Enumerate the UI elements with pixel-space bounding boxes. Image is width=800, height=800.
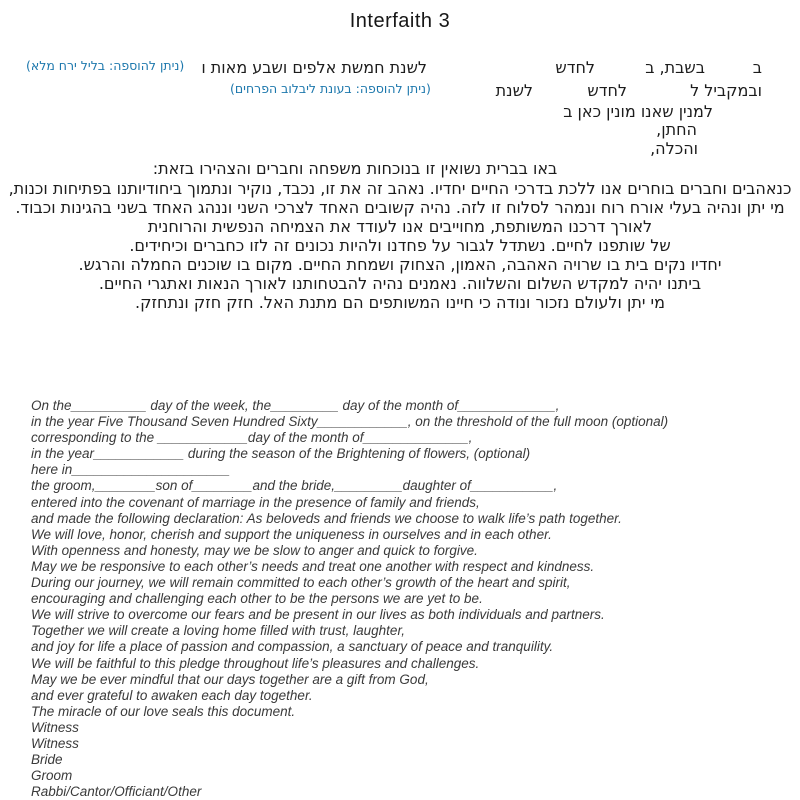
hebrew-year-label: לשנת חמשת אלפים ושבע מאות ו	[201, 58, 427, 77]
hebrew-date-line-2	[0, 81, 800, 102]
page-title: Interfaith 3	[349, 10, 451, 32]
signature-groom: Groom	[31, 768, 73, 784]
hebrew-optional-full-moon: (ניתן להוספה: בליל ירח מלא)	[26, 58, 185, 73]
english-text-line: May we be responsive to each other’s needs and treat one another with respect and kindness.	[31, 558, 595, 574]
hebrew-year2-label: לשנת	[495, 81, 533, 100]
hebrew-date-line-1	[0, 58, 800, 79]
hebrew-vow-line: לאורך דרכנו המשותפת, מחוייבים אנו לעודד את הצמיחה הנפשית והרוחנית	[147, 217, 653, 236]
english-text-line: We will be faithful to this pledge throughout life’s pleasures and challenges.	[31, 655, 480, 671]
signature-officiant: Rabbi/Cantor/Officiant/Other	[31, 784, 202, 800]
english-text-line: The miracle of our love seals this document.	[31, 703, 296, 719]
hebrew-vows-paragraph	[0, 179, 800, 312]
english-text-line: We will strive to overcome our fears and be present in our lives as both individuals and partners.	[31, 607, 605, 623]
english-text-line: entered into the covenant of marriage in the presence of family and friends,	[31, 494, 480, 510]
english-text-line: May we be ever mindful that our days together are a gift from God,	[31, 671, 429, 687]
hebrew-month2-label: לחדש	[587, 81, 627, 100]
hebrew-vow-line: יחדיו נקים בית בו שרויה האהבה, האמון, הצחוק ושמחת החיים. מקום בו שוכנים החמלה והרגש.	[78, 255, 722, 274]
hebrew-bride-label: והכלה,	[650, 139, 698, 158]
english-location-line: here in_____________________	[31, 462, 230, 478]
hebrew-vow-line: מי יתן ונהיה בעלי אורח רוח ונמהר לסלוח זו לזה. נהיה קשובים האחד לצרכי השני וננהג האחד בשני בהגינות וכבוד.	[15, 198, 785, 217]
hebrew-corresponding-label: ובמקביל ל	[690, 81, 762, 100]
hebrew-intro-line: באו בברית נשואין זו בנוכחות משפחה וחברים והצהירו בזאת:	[152, 159, 558, 178]
signature-witness-1: Witness	[31, 719, 79, 735]
english-text-line: With openness and honesty, may we be slow to anger and quick to forgive.	[31, 542, 478, 558]
english-text-line: and ever grateful to awaken each day together.	[31, 687, 313, 703]
hebrew-vow-line: של שותפנו לחיים. נשתדל לגבור על פחדנו ולהיות נכונים זה לזו כחברים וכיחידים.	[129, 236, 671, 255]
hebrew-vow-line: כנאהבים וחברים בוחרים אנו ללכת בדרכי החיים יחדיו. נאהב זה את זו, נכבד, נוקיר ונתמוך ביחודיותנו בפתיחות וכנות,	[8, 179, 792, 198]
signature-witness-2: Witness	[31, 735, 79, 751]
english-year-line: in the year Five Thousand Seven Hundred Sixty____________, on the threshold of the full moon (optional)	[31, 414, 669, 430]
english-text-line: We will love, honor, cherish and support the uniqueness in ourselves and in each other.	[31, 526, 552, 542]
signature-bride: Bride	[31, 752, 63, 768]
hebrew-vow-line: ביתנו יהיה למקדש השלום והשלווה. נאמנים נהיה להבטחותנו לאורך הנאות ואתגרי החיים.	[98, 274, 702, 293]
hebrew-bride-line	[0, 139, 800, 160]
english-season-line: in the year____________ during the season of the Brightening of flowers, (optional)	[31, 446, 531, 462]
english-text-line: encouraging and challenging each other to be the persons we are yet to be.	[31, 591, 483, 607]
hebrew-groom-line	[0, 120, 800, 141]
english-text-line: Together we will create a loving home filled with trust, laughter,	[31, 623, 405, 639]
hebrew-month-label: לחדש	[555, 58, 595, 77]
hebrew-optional-flowers: (ניתן להוספה: בעונת ליבלוב הפרחים)	[230, 81, 431, 96]
english-couple-line: the groom,________son of________and the bride,_________daughter of___________,	[31, 478, 558, 494]
hebrew-groom-label: החתן,	[656, 120, 697, 139]
hebrew-counting-label: למנין שאנו מונין כאן ב	[563, 102, 713, 121]
english-corresponding-line: corresponding to the ____________day of the month of______________,	[31, 430, 473, 446]
hebrew-week-label: בשבת, ב	[645, 58, 705, 77]
english-text-line: and made the following declaration: As beloveds and friends we choose to walk life’s path together.	[31, 510, 622, 526]
hebrew-day-blank: ב	[752, 58, 762, 77]
hebrew-vow-line: מי יתן ולעולם נזכור ונודה כי חיינו המשותפים הם מתנת האל. חזק חזק ונתחזק.	[135, 293, 665, 312]
english-text-block	[31, 398, 791, 800]
english-text-line: During our journey, we will remain committed to each other’s growth of the heart and spirit,	[31, 575, 571, 591]
english-text-line: and joy for life a place of passion and compassion, a sanctuary of peace and tranquility.	[31, 639, 554, 655]
english-date-line: On the__________ day of the week, the_________ day of the month of_____________,	[31, 398, 560, 413]
